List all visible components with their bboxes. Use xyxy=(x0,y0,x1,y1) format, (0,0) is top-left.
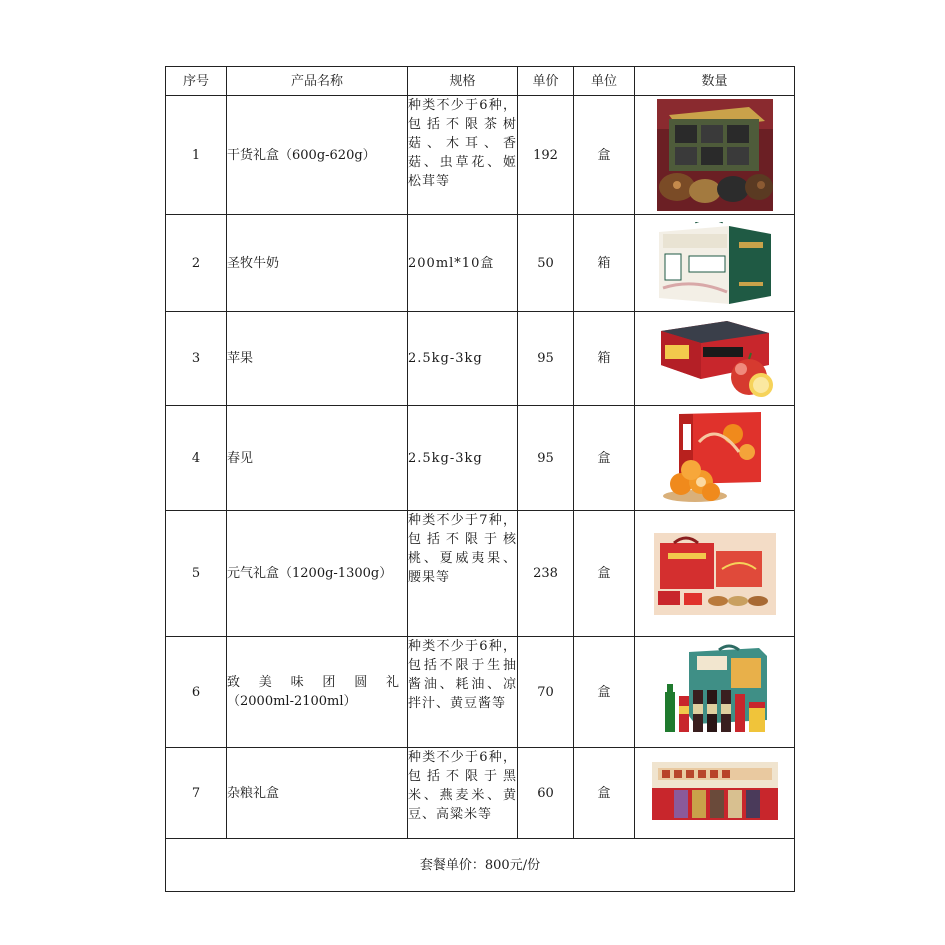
row-no: 3 xyxy=(166,312,227,406)
row-product-image xyxy=(635,312,795,406)
header-product-name: 产品名称 xyxy=(227,67,408,96)
header-no: 序号 xyxy=(166,67,227,96)
row-no: 6 xyxy=(166,637,227,748)
row-spec: 200ml*10盒 xyxy=(408,215,518,312)
header-unit: 单位 xyxy=(574,67,635,96)
row-product-image xyxy=(635,96,795,215)
row-product-name-line1: 致美味团圆礼 xyxy=(227,675,399,690)
row-price: 50 xyxy=(518,215,574,312)
row-product-image xyxy=(635,637,795,748)
row-product-image xyxy=(635,511,795,637)
row-product-image xyxy=(635,748,795,839)
apple-box-image xyxy=(657,319,773,399)
row-product-name xyxy=(227,637,408,748)
row-product-name-line2: （2000ml-2100ml） xyxy=(227,694,357,709)
table-row xyxy=(166,215,795,312)
table-row xyxy=(166,312,795,406)
row-no: 1 xyxy=(166,96,227,215)
row-no: 4 xyxy=(166,406,227,511)
header-spec: 规格 xyxy=(408,67,518,96)
header-row xyxy=(166,67,795,96)
table-row xyxy=(166,637,795,748)
row-price: 238 xyxy=(518,511,574,637)
nut-gift-box-image xyxy=(654,533,776,615)
row-unit: 箱 xyxy=(574,312,635,406)
row-price: 95 xyxy=(518,312,574,406)
row-unit: 盒 xyxy=(574,748,635,839)
row-spec: 种类不少于6种，包括不限于生抽酱油、耗油、凉拌汁、黄豆酱等 xyxy=(408,637,518,748)
grain-gift-box-image xyxy=(652,762,778,824)
row-product-name: 杂粮礼盒 xyxy=(227,748,408,839)
row-unit: 盒 xyxy=(574,511,635,637)
row-product-name: 春见 xyxy=(227,406,408,511)
footer-row xyxy=(166,839,795,892)
row-spec: 2.5kg-3kg xyxy=(408,312,518,406)
row-price: 70 xyxy=(518,637,574,748)
milk-box-image xyxy=(659,222,771,304)
row-spec: 2.5kg-3kg xyxy=(408,406,518,511)
row-unit: 箱 xyxy=(574,215,635,312)
row-unit: 盒 xyxy=(574,637,635,748)
row-unit: 盒 xyxy=(574,406,635,511)
row-product-name: 元气礼盒（1200g-1300g） xyxy=(227,511,408,637)
row-product-image xyxy=(635,406,795,511)
product-table xyxy=(165,66,795,892)
package-total-price: 套餐单价：800元/份 xyxy=(166,839,795,892)
table-row xyxy=(166,406,795,511)
dried-goods-gift-box-image xyxy=(657,99,773,211)
citrus-gift-box-image xyxy=(661,412,769,504)
row-product-image xyxy=(635,215,795,312)
row-spec: 种类不少于6种，包括不限于黑米、燕麦米、黄豆、高粱米等 xyxy=(408,748,518,839)
table-row xyxy=(166,96,795,215)
table-row xyxy=(166,748,795,839)
package-price-sheet xyxy=(165,66,794,890)
row-no: 5 xyxy=(166,511,227,637)
row-product-name: 干货礼盒（600g-620g） xyxy=(227,96,408,215)
row-price: 60 xyxy=(518,748,574,839)
row-price: 95 xyxy=(518,406,574,511)
condiment-gift-set-image xyxy=(659,644,771,740)
table-row xyxy=(166,511,795,637)
row-unit: 盒 xyxy=(574,96,635,215)
row-spec: 种类不少于6种，包括不限茶树菇、木耳、香菇、虫草花、姬松茸等 xyxy=(408,96,518,215)
header-price: 单价 xyxy=(518,67,574,96)
row-no: 2 xyxy=(166,215,227,312)
row-no: 7 xyxy=(166,748,227,839)
row-product-name: 苹果 xyxy=(227,312,408,406)
row-price: 192 xyxy=(518,96,574,215)
row-spec: 种类不少于7种，包括不限于核桃、夏威夷果、腰果等 xyxy=(408,511,518,637)
header-quantity: 数量 xyxy=(635,67,795,96)
row-product-name: 圣牧牛奶 xyxy=(227,215,408,312)
